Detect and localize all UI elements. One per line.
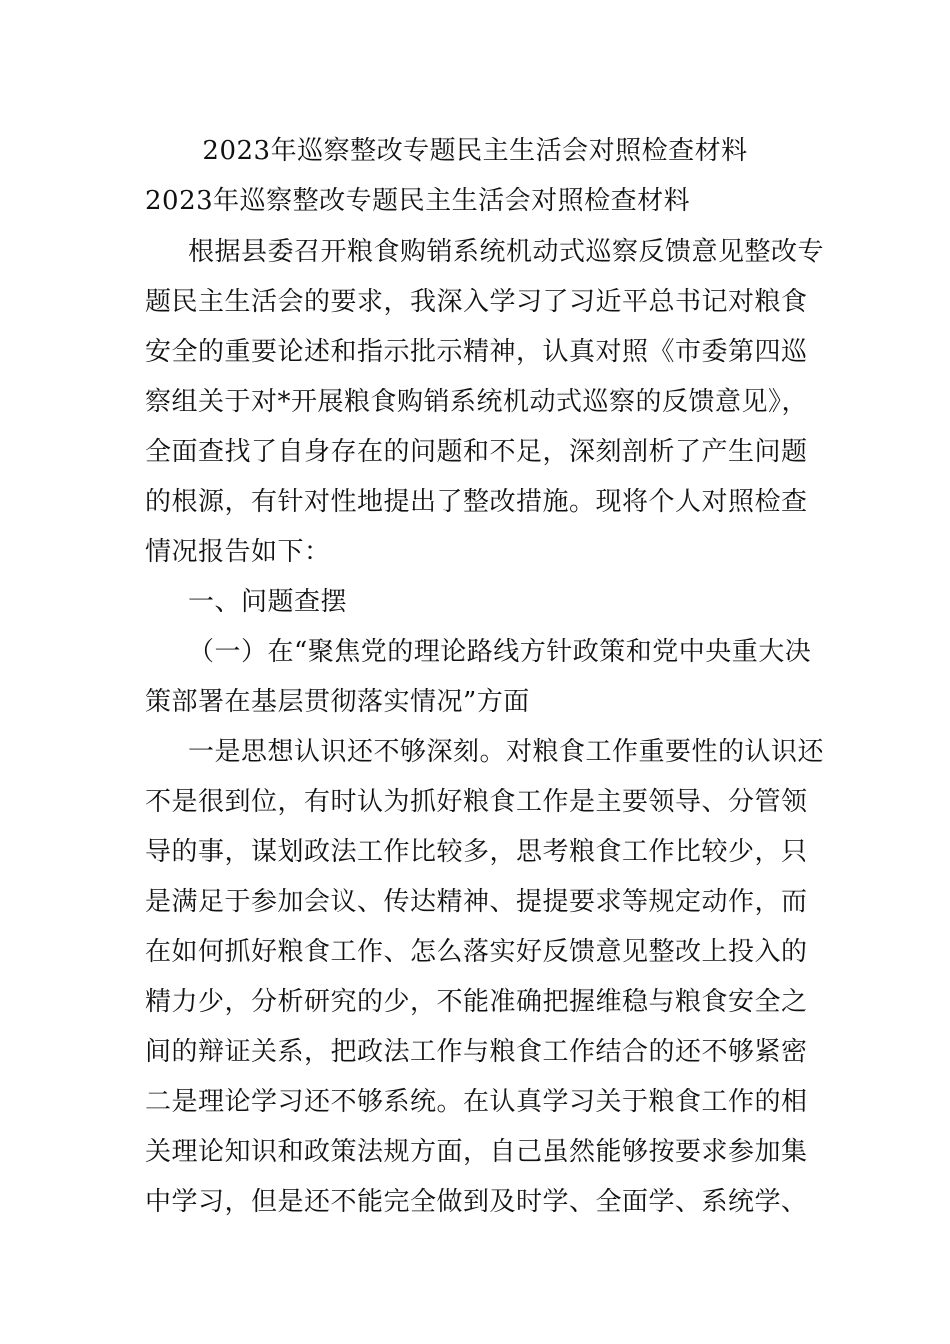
paragraph-line: 是满足于参加会议、传达精神、提提要求等规定动作，而	[145, 887, 808, 917]
paragraph-line: 的根源，有针对性地提出了整改措施。现将个人对照检查	[145, 487, 808, 517]
paragraph-line: 导的事，谋划政法工作比较多，思考粮食工作比较少，只	[145, 837, 808, 867]
paragraph-line: 题民主生活会的要求，我深入学习了习近平总书记对粮食	[145, 287, 808, 317]
paragraph-line: 全面查找了自身存在的问题和不足，深刻剖析了产生问题	[145, 437, 808, 467]
paragraph-line: 间的辩证关系，把政法工作与粮食工作结合的还不够紧密	[145, 1037, 808, 1067]
paragraph-line: 关理论知识和政策法规方面，自己虽然能够按要求参加集	[145, 1137, 808, 1167]
paragraph-line: 不是很到位，有时认为抓好粮食工作是主要领导、分管领	[145, 787, 808, 817]
paragraph-line: 一是思想认识还不够深刻。对粮食工作重要性的认识还	[188, 737, 825, 767]
paragraph-line: 根据县委召开粮食购销系统机动式巡察反馈意见整改专	[188, 237, 825, 267]
section-heading: 一、问题查摆	[188, 587, 348, 617]
paragraph-line: 中学习，但是还不能完全做到及时学、全面学、系统学、	[145, 1187, 808, 1217]
paragraph-line: 安全的重要论述和指示批示精神，认真对照《市委第四巡	[145, 337, 808, 367]
paragraph-line: 精力少，分析研究的少，不能准确把握维稳与粮食安全之	[145, 987, 808, 1017]
document-title: 2023年巡察整改专题民主生活会对照检查材料	[202, 136, 748, 166]
paragraph-line: 二是理论学习还不够系统。在认真学习关于粮食工作的相	[145, 1087, 808, 1117]
document-subtitle: 2023年巡察整改专题民主生活会对照检查材料	[145, 186, 691, 216]
paragraph-line: 察组关于对*开展粮食购销系统机动式巡察的反馈意见》，	[145, 387, 809, 417]
paragraph-line: 情况报告如下：	[145, 537, 331, 567]
subsection-heading: 策部署在基层贯彻落实情况”方面	[145, 687, 530, 717]
subsection-heading: （一）在“聚焦党的理论路线方针政策和党中央重大决	[188, 637, 812, 667]
paragraph-line: 在如何抓好粮食工作、怎么落实好反馈意见整改上投入的	[145, 937, 808, 967]
